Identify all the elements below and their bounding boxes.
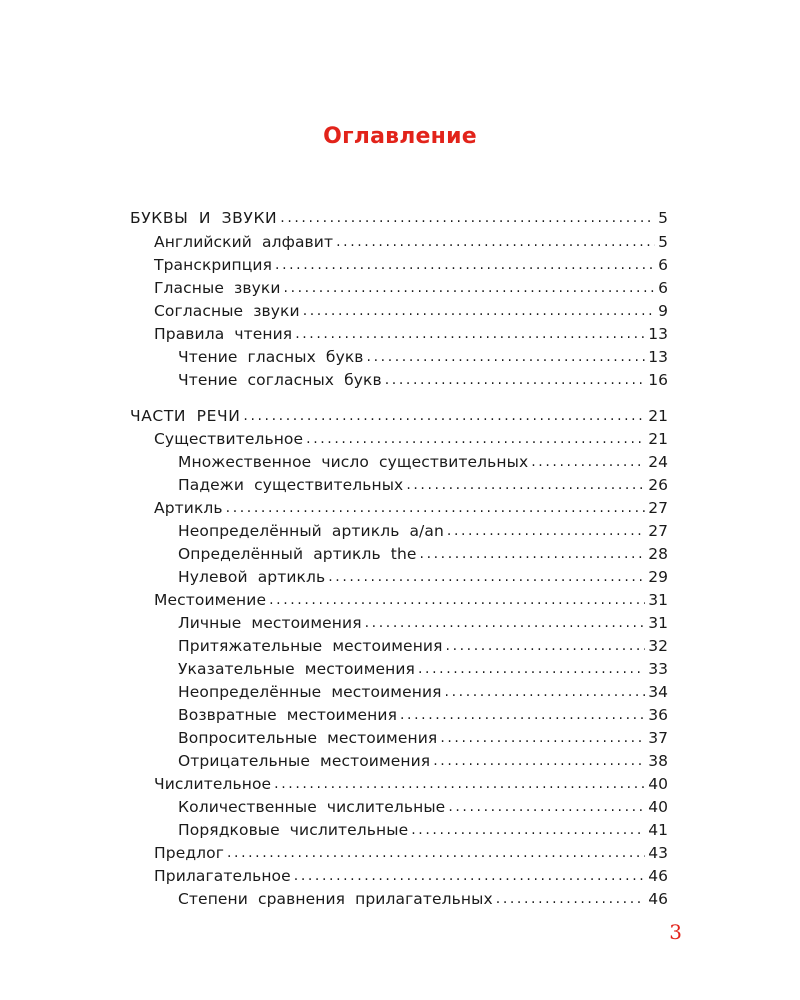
toc-leader-dots	[294, 866, 645, 886]
toc-entry-label: Согласные звуки	[154, 302, 300, 320]
toc-entry[interactable]	[178, 542, 668, 564]
toc-entry-page: 21	[648, 407, 668, 425]
toc-entry-label: Прилагательное	[154, 867, 291, 885]
toc-entry-page: 29	[648, 568, 668, 586]
toc-entry[interactable]	[178, 611, 668, 633]
toc-entry-label: Степени сравнения прилагательных	[178, 890, 493, 908]
toc-leader-dots	[269, 590, 645, 610]
toc-leader-dots	[531, 452, 645, 472]
toc-leader-dots	[367, 347, 646, 367]
toc-entry-page: 27	[648, 522, 668, 540]
toc-leader-dots	[336, 232, 655, 252]
toc-entry[interactable]	[154, 230, 668, 252]
toc-entry-label: Неопределённый артикль a/an	[178, 522, 444, 540]
toc-entry-page: 6	[658, 256, 668, 274]
toc-leader-dots	[411, 820, 645, 840]
toc-entry-label: Притяжательные местоимения	[178, 637, 443, 655]
toc-leader-dots	[226, 498, 646, 518]
toc-entry[interactable]	[178, 680, 668, 702]
toc-entry[interactable]	[178, 519, 668, 541]
toc-entry-label: Чтение согласных букв	[178, 371, 382, 389]
toc-leader-dots	[440, 728, 645, 748]
toc-entry-page: 37	[648, 729, 668, 747]
toc-entry-page: 28	[648, 545, 668, 563]
toc-entry-label: Местоимение	[154, 591, 267, 609]
toc-entry-label: Артикль	[154, 499, 223, 517]
toc-entry[interactable]	[178, 726, 668, 748]
toc-entry[interactable]	[154, 322, 668, 344]
toc-entry-page: 9	[658, 302, 668, 320]
toc-entry-page: 31	[648, 591, 668, 609]
toc-entry-page: 27	[648, 499, 668, 517]
toc-entry-page: 26	[648, 476, 668, 494]
toc-entry[interactable]	[178, 450, 668, 472]
toc-entry-page: 46	[648, 867, 668, 885]
toc-entry-page: 46	[648, 890, 668, 908]
toc-entry-page: 6	[658, 279, 668, 297]
toc-entry-label: Транскрипция	[154, 256, 273, 274]
toc-leader-dots	[284, 278, 656, 298]
toc-leader-dots	[433, 751, 645, 771]
toc-entry-page: 16	[648, 371, 668, 389]
toc-entry-page: 5	[658, 233, 668, 251]
toc-entry-label: Нулевой артикль	[178, 568, 326, 586]
toc-entry-page: 24	[648, 453, 668, 471]
page-number: 3	[669, 920, 682, 944]
toc-entry-label: Личные местоимения	[178, 614, 362, 632]
toc-leader-dots	[446, 636, 646, 656]
toc-entry[interactable]	[178, 795, 668, 817]
toc-entry[interactable]	[178, 657, 668, 679]
toc-entry-label: Существительное	[154, 430, 304, 448]
toc-leader-dots	[420, 544, 646, 564]
toc-entry[interactable]	[178, 818, 668, 840]
toc-entry-label: Множественное число существительных	[178, 453, 529, 471]
toc-entry[interactable]	[154, 588, 668, 610]
toc-leader-dots	[306, 429, 645, 449]
toc-leader-dots	[496, 889, 646, 909]
toc-entry[interactable]	[154, 496, 668, 518]
toc-entry-label: Вопросительные местоимения	[178, 729, 438, 747]
toc-entry-page: 41	[648, 821, 668, 839]
toc-leader-dots	[328, 567, 645, 587]
toc-entry-label: Определённый артикль the	[178, 545, 417, 563]
toc-entry-page: 36	[648, 706, 668, 724]
toc-leader-dots	[447, 521, 645, 541]
toc-entry[interactable]	[178, 473, 668, 495]
toc-leader-dots	[445, 682, 646, 702]
toc-leader-dots	[303, 301, 655, 321]
toc-entry-label: Предлог	[154, 844, 224, 862]
toc-entry[interactable]	[130, 206, 668, 228]
toc-leader-dots	[227, 843, 645, 863]
toc-entry-label: Отрицательные местоимения	[178, 752, 431, 770]
toc-entry-page: 13	[648, 325, 668, 343]
toc-entry-label: Числительное	[154, 775, 272, 793]
toc-leader-dots	[275, 255, 655, 275]
toc-leader-dots	[385, 370, 646, 390]
toc-leader-dots	[280, 208, 655, 228]
toc-entry[interactable]	[154, 772, 668, 794]
toc-leader-dots	[418, 659, 645, 679]
toc-entry[interactable]	[178, 887, 668, 909]
toc-entry-label: Неопределённые местоимения	[178, 683, 442, 701]
toc-entry-label: Чтение гласных букв	[178, 348, 364, 366]
toc-leader-dots	[406, 475, 645, 495]
toc-leader-dots	[448, 797, 645, 817]
toc-entry[interactable]	[154, 427, 668, 449]
toc-entry[interactable]	[154, 299, 668, 321]
toc-entry-label: Порядковые числительные	[178, 821, 409, 839]
toc-leader-dots	[274, 774, 645, 794]
toc-entry-label: Правила чтения	[154, 325, 293, 343]
toc-entry-page: 38	[648, 752, 668, 770]
toc-entry[interactable]	[178, 565, 668, 587]
toc-entry-page: 5	[658, 209, 668, 227]
toc-entry[interactable]	[178, 749, 668, 771]
toc-entry-page: 32	[648, 637, 668, 655]
toc-entry-label: ЧАСТИ РЕЧИ	[130, 407, 241, 425]
toc-entry-page: 34	[648, 683, 668, 701]
toc-entry[interactable]	[178, 368, 668, 390]
toc-entry-page: 13	[648, 348, 668, 366]
toc-entry-label: Количественные числительные	[178, 798, 446, 816]
toc-entry-page: 40	[648, 775, 668, 793]
toc-leader-dots	[365, 613, 646, 633]
toc-entry[interactable]	[154, 864, 668, 886]
toc-entry-label: Гласные звуки	[154, 279, 281, 297]
toc-entry[interactable]	[178, 634, 668, 656]
toc-entry[interactable]	[154, 841, 668, 863]
toc-entry[interactable]	[154, 253, 668, 275]
toc-entry-label: БУКВЫ И ЗВУКИ	[130, 209, 278, 227]
toc-entry[interactable]	[178, 345, 668, 367]
toc-entry-page: 31	[648, 614, 668, 632]
toc-entry[interactable]	[154, 276, 668, 298]
toc-entry[interactable]	[178, 703, 668, 725]
toc-entry-page: 21	[648, 430, 668, 448]
toc-entry-label: Падежи существительных	[178, 476, 404, 494]
toc-leader-dots	[400, 705, 645, 725]
toc-leader-dots	[243, 406, 645, 426]
toc-entry-page: 43	[648, 844, 668, 862]
toc-entry-label: Английский алфавит	[154, 233, 334, 251]
toc-entry-page: 33	[648, 660, 668, 678]
page-title: Оглавление	[323, 124, 477, 149]
toc-entry[interactable]	[130, 404, 668, 426]
toc-entry-label: Указательные местоимения	[178, 660, 415, 678]
toc-entry-label: Возвратные местоимения	[178, 706, 397, 724]
toc-entry-page: 40	[648, 798, 668, 816]
toc-leader-dots	[295, 324, 645, 344]
